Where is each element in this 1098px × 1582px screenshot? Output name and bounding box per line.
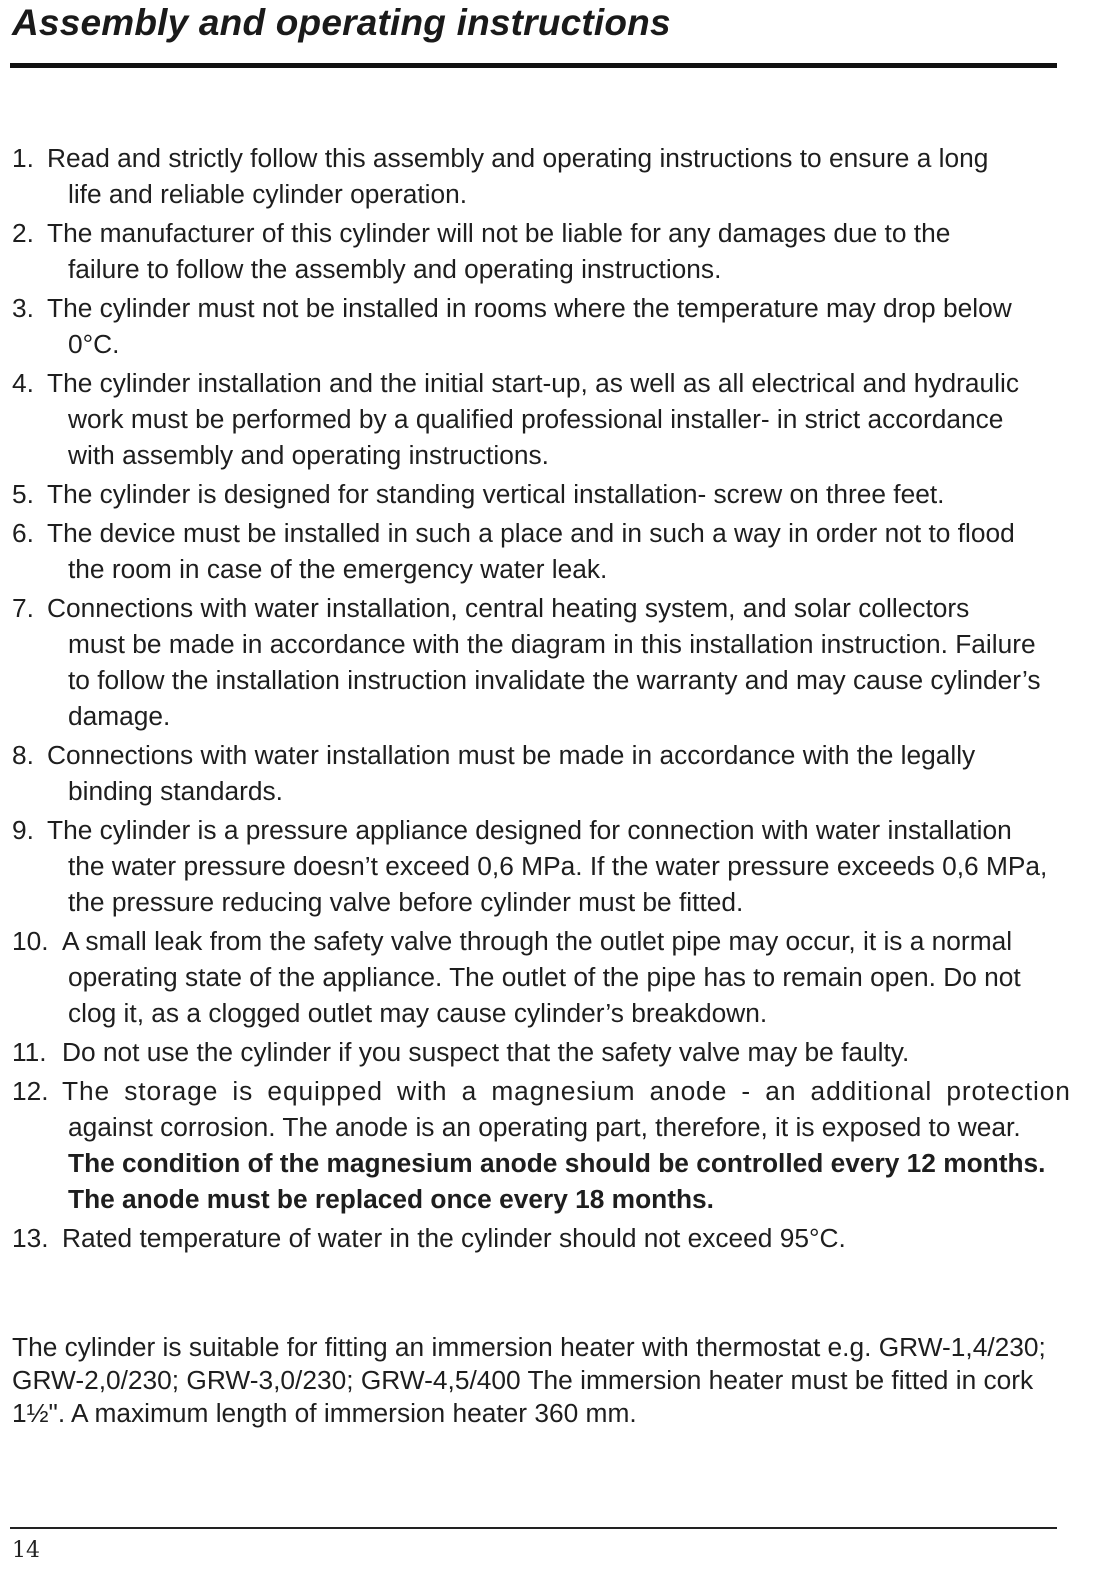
item-number: 1. xyxy=(12,143,34,173)
item-bold-line: The condition of the magnesium anode should be controlled every 12 months. xyxy=(68,1148,1046,1178)
item-text-line: damage. xyxy=(68,701,171,731)
list-item xyxy=(0,290,1098,362)
list-item xyxy=(0,515,1098,587)
item-text-line: clog it, as a clogged outlet may cause cylinder’s breakdown. xyxy=(68,998,768,1028)
item-text-line: with assembly and operating instructions. xyxy=(68,440,549,470)
item-text-line: Connections with water installation, central heating system, and solar collectors xyxy=(47,593,970,623)
item-text-line: The manufacturer of this cylinder will not be liable for any damages due to the xyxy=(47,218,951,248)
item-number: 8. xyxy=(12,740,34,770)
item-number: 5. xyxy=(12,479,34,509)
item-text-line: The cylinder is a pressure appliance designed for connection with water installation xyxy=(47,815,1012,845)
instructions-list xyxy=(0,140,1098,1259)
item-text-line: life and reliable cylinder operation. xyxy=(68,179,468,209)
item-text-line: Rated temperature of water in the cylinder should not exceed 95°C. xyxy=(62,1223,846,1253)
immersion-heater-note xyxy=(12,1331,1092,1430)
item-text-line: work must be performed by a qualified professional installer- in strict accordance xyxy=(68,404,1004,434)
page-number: 14 xyxy=(12,1538,40,1563)
list-item xyxy=(0,923,1098,1031)
item-text-line: must be made in accordance with the diagram in this installation instruction. Failure xyxy=(68,629,1036,659)
note-line: 1½". A maximum length of immersion heater 360 mm. xyxy=(12,1398,637,1428)
item-number: 12. xyxy=(12,1076,49,1106)
item-text-line: failure to follow the assembly and operating instructions. xyxy=(68,254,722,284)
item-text-line: Do not use the cylinder if you suspect that the safety valve may be faulty. xyxy=(62,1037,910,1067)
title-divider xyxy=(10,63,1057,68)
list-item xyxy=(0,812,1098,920)
note-line: The cylinder is suitable for fitting an immersion heater with thermostat e.g. GRW-1,4/230; xyxy=(12,1332,1046,1362)
item-number: 7. xyxy=(12,593,34,623)
item-text-line: The cylinder installation and the initial start-up, as well as all electrical and hydraulic xyxy=(47,368,1020,398)
item-text-line: The cylinder is designed for standing vertical installation- screw on three feet. xyxy=(47,479,945,509)
item-text-line: The storage is equipped with a magnesium anode - an additional protection xyxy=(62,1076,1071,1106)
item-text-line: The device must be installed in such a place and in such a way in order not to flood xyxy=(47,518,1015,548)
list-item xyxy=(0,476,1098,512)
item-text-line: against corrosion. The anode is an operating part, therefore, it is exposed to wear. xyxy=(68,1112,1021,1142)
item-number: 13. xyxy=(12,1223,49,1253)
page-title: Assembly and operating instructions xyxy=(12,2,671,43)
item-text-line: 0°C. xyxy=(68,329,120,359)
item-text-line: to follow the installation instruction invalidate the warranty and may cause cylinder’s xyxy=(68,665,1041,695)
item-text-line: the pressure reducing valve before cylinder must be fitted. xyxy=(68,887,744,917)
item-text-line: Read and strictly follow this assembly and operating instructions to ensure a long xyxy=(47,143,989,173)
list-item xyxy=(0,140,1098,212)
item-text-line: The cylinder must not be installed in rooms where the temperature may drop below xyxy=(47,293,1012,323)
footer-divider xyxy=(10,1527,1057,1529)
item-number: 3. xyxy=(12,293,34,323)
item-number: 9. xyxy=(12,815,34,845)
item-text-line: binding standards. xyxy=(68,776,283,806)
list-item xyxy=(0,1034,1098,1070)
item-text-line: operating state of the appliance. The outlet of the pipe has to remain open. Do not xyxy=(68,962,1021,992)
list-item xyxy=(0,215,1098,287)
item-text-line: A small leak from the safety valve through the outlet pipe may occur, it is a normal xyxy=(62,926,1013,956)
item-text-line: the water pressure doesn’t exceed 0,6 MPa. If the water pressure exceeds 0,6 MPa, xyxy=(68,851,1048,881)
list-item xyxy=(0,737,1098,809)
item-text-line: the room in case of the emergency water leak. xyxy=(68,554,608,584)
item-number: 11. xyxy=(12,1037,47,1067)
list-item xyxy=(0,365,1098,473)
item-number: 6. xyxy=(12,518,34,548)
note-line: GRW-2,0/230; GRW-3,0/230; GRW-4,5/400 The immersion heater must be fitted in cork xyxy=(12,1365,1034,1395)
item-number: 10. xyxy=(12,926,49,956)
item-bold-line: The anode must be replaced once every 18 months. xyxy=(68,1184,714,1214)
item-text-line: Connections with water installation must be made in accordance with the legally xyxy=(47,740,976,770)
item-number: 2. xyxy=(12,218,34,248)
list-item xyxy=(0,1073,1098,1217)
list-item xyxy=(0,1220,1098,1256)
item-number: 4. xyxy=(12,368,34,398)
list-item xyxy=(0,590,1098,734)
